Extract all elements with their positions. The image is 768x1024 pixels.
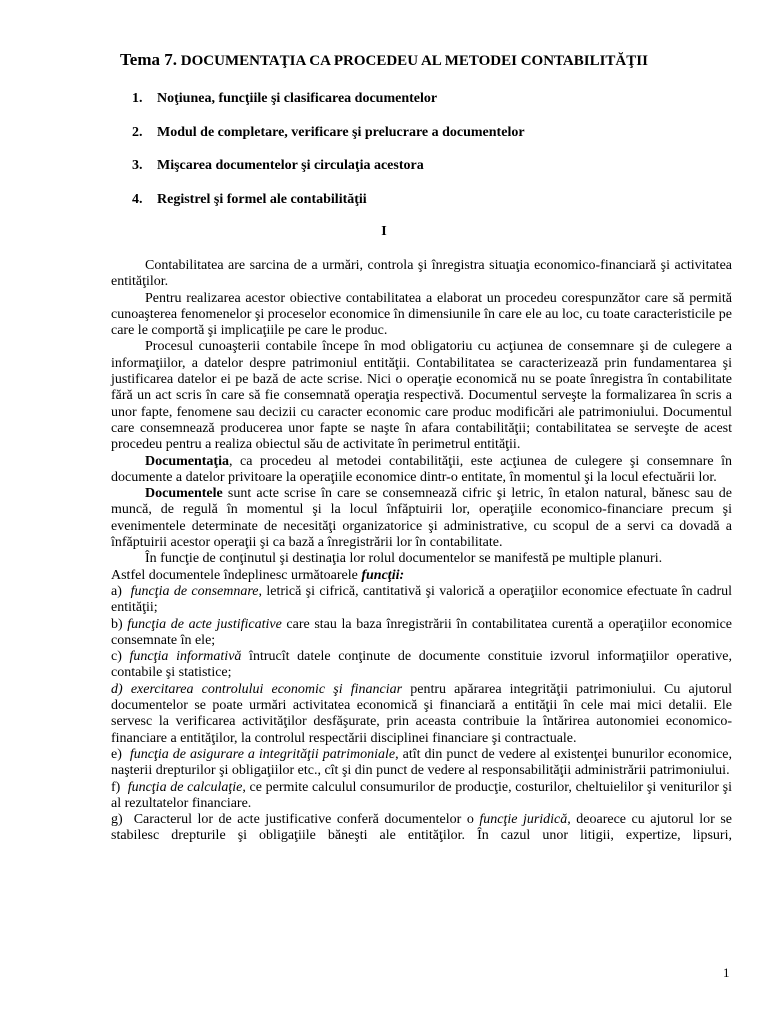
function-term: funcţia de calculaţie [127, 779, 243, 795]
topic-text: Mişcarea documentelor şi circulaţia acestora [157, 158, 424, 173]
page-number: 1 [723, 965, 730, 980]
item-letter: g) [111, 812, 123, 828]
function-text: , letrică şi cifrică, cantitativă şi valorică a operaţiilor economice efectuate în cadrul entităţii; [111, 583, 732, 616]
function-item [111, 812, 732, 845]
topic-item [132, 90, 525, 124]
function-term: funcţia informativă [129, 649, 242, 665]
function-term: funcţia de acte justificative [127, 616, 282, 632]
item-letter: e) [111, 746, 122, 762]
function-item [111, 617, 732, 650]
paragraph-text: sunt acte scrise în care se consemnează cifric şi letric, în etalon natural, bănesc sau de muncă, de regulă în momentul şi la locul înfăptuirii lor, operaţiile economico-financiare precum şi evenimentele determinate de necesităţi organizatorice şi administrative, cu scopul de a servi ca dovadă a înfăptuirii acestor operaţii şi ca bază a înregistrării lor în contabilitate. [111, 486, 732, 551]
body-text [111, 258, 732, 845]
topic-number: 1. [132, 91, 143, 106]
item-letter: b) [111, 616, 123, 632]
item-letter: f) [111, 779, 121, 795]
function-text: întrucît datele conţinute de documente constituie izvorul informaţiilor operative, contabile şi statistice; [111, 649, 732, 681]
topic-number: 4. [132, 191, 143, 207]
function-term: funcţie juridică [479, 812, 568, 828]
function-term: exercitarea controlului economic şi financiar [130, 681, 403, 697]
paragraph [111, 568, 732, 584]
item-letter: d) [111, 681, 123, 697]
topic-number: 3. [132, 158, 143, 173]
topics-list [132, 90, 525, 224]
paragraph: În funcţie de conţinutul şi destinaţia lor rolul documentelor se manifestă pe multiple planuri. [145, 551, 663, 567]
function-item [111, 584, 732, 617]
function-text: care stau la baza înregistrării în contabilitatea curentă a operaţiilor economice consemnate în ele; [111, 616, 733, 648]
term-documentatia: Documentaţia [145, 453, 229, 469]
topic-text: Noţiunea, funcţiile şi clasificarea documentelor [157, 91, 438, 106]
paragraph: Procesul cunoaşterii contabile începe în mod obligatoriu cu acţiunea de consemnare şi de culegere a informaţiilor, a datelor despre patrimoniul entităţii. Contabilitatea se caracterizează prin fundamentarea şi justificarea datelor ei pe bază de acte scrise. Nici o operaţie economică nu se poate înregistra în contabilitate fără un act scris în care să fie consemnată operaţia respectivă. Documentul serveşte la formalizarea în scris a unor fapte, fenomene sau decizii cu caracter economic care produc modificări ale patrimoniului. Documentul care consemnează producerea unor fapte se naşte în afara contabilităţii; contabilitatea se serveşte de acest procedeu pentru a realiza obiectul său de activitate în perimetrul entităţii. [111, 339, 732, 453]
tema-title: DOCUMENTAŢIA CA PROCEDEU AL METODEI CONTABILITĂŢII [180, 53, 648, 69]
function-item [111, 649, 732, 682]
term-functii: funcţii: [361, 567, 405, 583]
paragraph [111, 486, 732, 551]
topic-number: 2. [132, 124, 143, 140]
function-item [111, 682, 732, 747]
function-item [111, 780, 732, 813]
topic-text: Registrel şi formel ale contabilităţii [157, 191, 367, 207]
topic-item [132, 124, 525, 158]
item-letter: c) [111, 649, 122, 665]
paragraph: Contabilitatea are sarcina de a urmări, controla şi înregistra situaţia economico-financiară şi activitatea entităţilor. [111, 258, 732, 290]
item-letter: a) [111, 583, 122, 599]
paragraph-text: , ca procedeu al metodei contabilităţii, este acţiunea de culegere şi consemnare în documente a datelor privitoare la operaţiile economice dintr-o entitate, în momentul şi la locul efectuării lor. [111, 453, 732, 485]
function-term: funcţia de asigurare a integrităţii patrimoniale [129, 746, 396, 762]
topic-text: Modul de completare, verificare şi prelucrare a documentelor [157, 124, 525, 140]
function-text: , atît din punct de vedere al existenţei bunurilor economice, naşterii drepturilor şi obligaţiilor etc., cît şi din punct de vedere al responsabilităţii administrării patrimoniului. [111, 746, 733, 779]
function-text: , deoarece cu ajutorul lor se stabilesc drepturile şi obligaţiile băneşti ale entităţilor. În cazul unor litigii, expertize, lipsuri, [111, 812, 732, 844]
topic-item [132, 191, 525, 225]
function-text: , ce permite calculul consumurilor de producţie, costurilor, cheltuielilor şi veniturilor şi al rezultatelor financiare. [111, 779, 733, 811]
function-item [111, 747, 732, 780]
paragraph-text: Astfel documentele îndeplinesc următoarele [111, 567, 362, 583]
topic-item [132, 157, 525, 191]
page-title [0, 50, 768, 70]
function-term: funcţia de consemnare [130, 583, 259, 599]
paragraph [111, 454, 732, 487]
paragraph: Pentru realizarea acestor obiective contabilitatea a elaborat un procedeu corespunzător care să permită cunoaşterea fenomenelor şi proceselor economice în dimensiunile în care ele au loc, cu toate caracteristicile pe care le comportă şi implicaţiile pe care le produc. [111, 290, 732, 339]
function-text: pentru apărarea integrităţii patrimoniului. Cu ajutorul documentelor se poate urmări activitatea economică şi financiară a entităţii în cele mai mici detalii. Ele servesc la verificarea activităţilor desfăşurate, prin aceasta contribuie la întărirea autonomiei economico-financiare a entităţilor, la controlul respectării disciplinei financiare şi contractuale. [111, 681, 733, 746]
tema-label: Tema 7. [120, 50, 178, 69]
section-heading: I [381, 224, 387, 239]
term-documentele: Documentele [145, 486, 223, 502]
function-text: Caracterul lor de acte justificative conferă documentelor o [133, 812, 480, 828]
